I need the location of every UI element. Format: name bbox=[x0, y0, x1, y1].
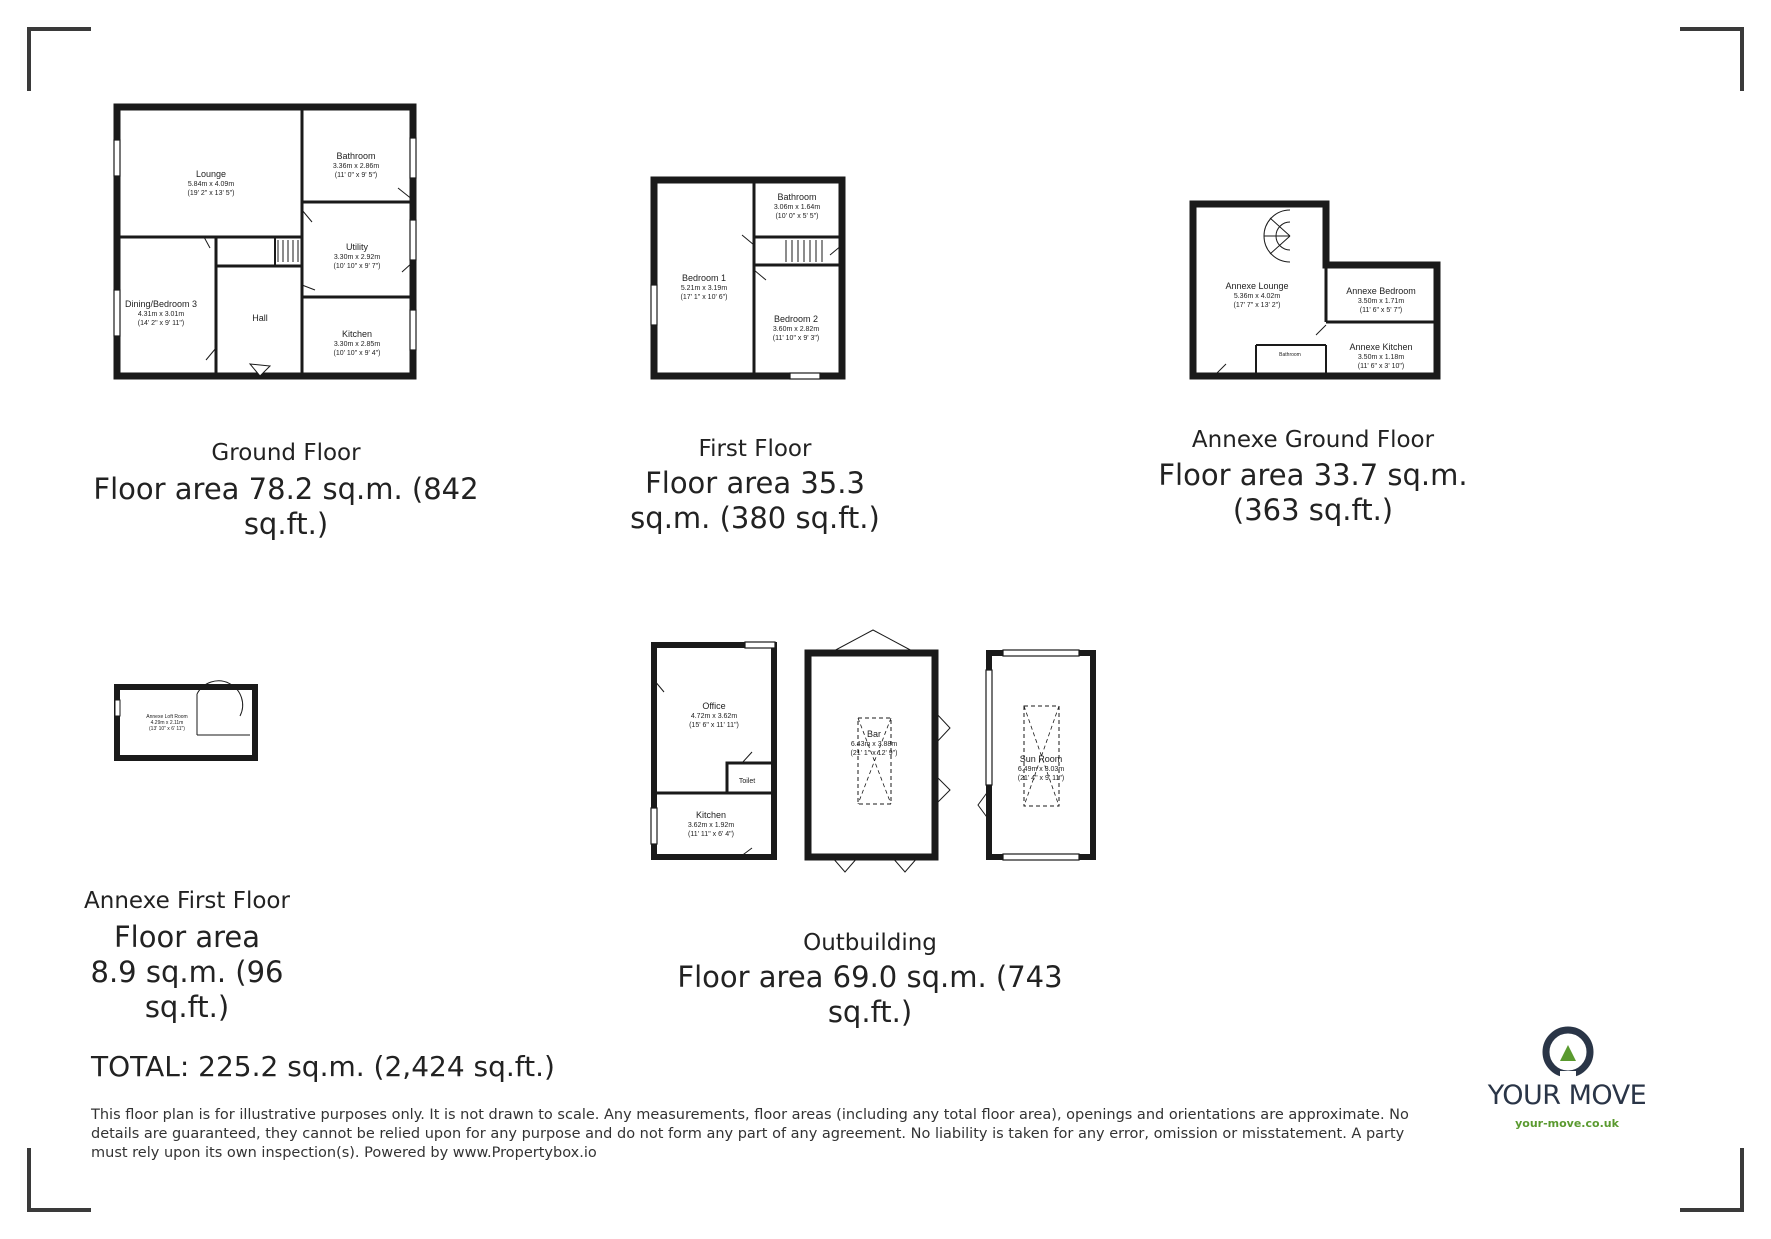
room-imperial: (11' 10" x 9' 3") bbox=[772, 335, 820, 342]
room-dims: 3.62m x 1.92m bbox=[687, 822, 735, 829]
room-imperial: (13' 10" x 6' 11") bbox=[149, 726, 185, 732]
room-imperial: (10' 10" x 9' 4") bbox=[333, 350, 381, 357]
room-dims: 5.36m x 4.02m bbox=[1233, 293, 1281, 300]
room-imperial: (11' 6" x 3' 10") bbox=[1357, 363, 1405, 370]
room-dims: 6.49m x 3.03m bbox=[1017, 766, 1065, 773]
room-imperial: (19' 2" x 13' 5") bbox=[187, 190, 235, 197]
room-name: Hall bbox=[252, 313, 268, 323]
annexe-ground-floor-area: Floor area 33.7 sq.m. (363 sq.ft.) bbox=[1158, 458, 1468, 527]
annexe-first-floor-label: Annexe First Floor bbox=[84, 888, 290, 914]
brand-url[interactable]: your-move.co.uk bbox=[1515, 1117, 1619, 1130]
room-name: Toilet bbox=[738, 778, 756, 785]
ground-floor-label: Ground Floor bbox=[211, 440, 361, 466]
room-name: Dining/Bedroom 3 bbox=[124, 299, 198, 309]
first-floor-room-labels bbox=[681, 192, 821, 342]
room-dims: 3.50m x 1.18m bbox=[1357, 354, 1405, 361]
room-name: Bedroom 1 bbox=[681, 273, 727, 283]
first-floor-label: First Floor bbox=[698, 436, 812, 462]
room-imperial: (10' 10" x 9' 7") bbox=[333, 263, 381, 270]
room-dims: 4.29m x 2.11m bbox=[150, 720, 184, 726]
room-name: Annexe Bedroom bbox=[1346, 286, 1416, 296]
room-name: Annexe Kitchen bbox=[1349, 342, 1413, 352]
room-dims: 5.84m x 4.09m bbox=[187, 181, 235, 188]
room-name: Bathroom bbox=[777, 192, 817, 202]
annexe-first-room-labels bbox=[146, 714, 187, 732]
first-floor-area: Floor area 35.3 sq.m. (380 sq.ft.) bbox=[630, 466, 880, 535]
room-name: Office bbox=[702, 701, 726, 711]
room-imperial: (15' 6" x 11' 11") bbox=[689, 722, 739, 729]
room-imperial: (21' 4" x 9' 11") bbox=[1017, 775, 1065, 782]
brand-name: YOUR MOVE bbox=[1487, 1080, 1647, 1111]
disclaimer-text: This floor plan is for illustrative purposes only. It is not drawn to scale. Any measurements, floor areas (including any total floor area), openings and orientations are approximate. No details are guaranteed, they cannot be relied upon for any purpose and do not form any part of any agreement. No liability is taken for any error, omission or misstatement. A party must rely upon its own inspection(s). Powered by www.Propertybox.io bbox=[91, 1107, 1409, 1161]
room-name: Bedroom 2 bbox=[773, 314, 819, 324]
room-dims: 5.21m x 3.19m bbox=[680, 285, 728, 292]
outbuilding-label: Outbuilding bbox=[803, 930, 937, 956]
room-dims: 3.30m x 2.92m bbox=[333, 254, 381, 261]
room-imperial: (14' 2" x 9' 11") bbox=[137, 320, 185, 327]
room-name: Bathroom bbox=[1279, 352, 1301, 358]
total-floor-area: TOTAL: 225.2 sq.m. (2,424 sq.ft.) bbox=[91, 1050, 555, 1083]
room-imperial: (17' 7" x 13' 2") bbox=[1233, 302, 1281, 309]
room-name: Sun Room bbox=[1019, 754, 1063, 764]
ground-floor-area: Floor area 78.2 sq.m. (842 sq.ft.) bbox=[93, 472, 479, 541]
annexe-ground-room-labels bbox=[1225, 281, 1415, 370]
room-dims: 3.50m x 1.71m bbox=[1357, 298, 1405, 305]
room-name: Kitchen bbox=[341, 329, 373, 339]
room-name: Annexe Loft Room bbox=[146, 714, 188, 720]
room-name: Bar bbox=[866, 729, 882, 739]
location-pin-icon bbox=[1540, 1025, 1596, 1081]
room-dims: 4.72m x 3.62m bbox=[690, 713, 738, 720]
room-imperial: (11' 11" x 6' 4") bbox=[688, 831, 734, 838]
ground-floor-room-labels bbox=[125, 151, 381, 357]
room-dims: 3.06m x 1.64m bbox=[773, 204, 821, 211]
room-name: Bathroom bbox=[336, 151, 376, 161]
annexe-first-floor-area: Floor area 8.9 sq.m. (96 sq.ft.) bbox=[90, 920, 284, 1024]
room-name: Kitchen bbox=[695, 810, 727, 820]
room-imperial: (21' 1" x 12' 9") bbox=[850, 750, 898, 757]
room-dims: 4.31m x 3.01m bbox=[137, 311, 185, 318]
room-dims: 3.36m x 2.86m bbox=[332, 163, 380, 170]
outbuilding-area: Floor area 69.0 sq.m. (743 sq.ft.) bbox=[677, 960, 1063, 1029]
outbuilding-room-labels bbox=[688, 701, 1064, 838]
room-name: Annexe Lounge bbox=[1225, 281, 1289, 291]
room-dims: 6.43m x 3.88m bbox=[850, 741, 898, 748]
room-name: Lounge bbox=[195, 169, 227, 179]
room-dims: 3.60m x 2.82m bbox=[772, 326, 820, 333]
room-imperial: (10' 0" x 5' 5") bbox=[775, 213, 819, 220]
annexe-ground-floor-label: Annexe Ground Floor bbox=[1191, 427, 1435, 453]
room-dims: 3.30m x 2.85m bbox=[333, 341, 381, 348]
room-name: Utility bbox=[346, 242, 368, 252]
room-imperial: (11' 6" x 5' 7") bbox=[1359, 307, 1403, 314]
room-imperial: (17' 1" x 10' 6") bbox=[680, 294, 728, 301]
room-imperial: (11' 0" x 9' 5") bbox=[334, 172, 378, 179]
